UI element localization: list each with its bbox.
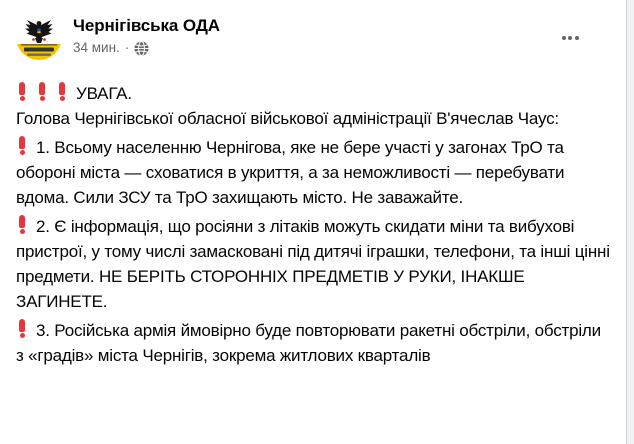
post-paragraph (16, 81, 612, 106)
globe-icon (134, 41, 149, 56)
exclamation-icon (16, 136, 28, 156)
post-header (0, 0, 626, 60)
post-paragraph (16, 214, 612, 314)
page-name[interactable]: Чернігівська ОДА (73, 16, 220, 35)
exclamation-icon (16, 215, 28, 235)
paragraph-text: УВАГА. (76, 84, 132, 103)
post-paragraph (16, 106, 612, 131)
paragraph-text: 3. Російська армія ймовірно буде повторювати ракетні обстріли, обстріли з «градів» міста Чернігів, зокрема житлових кварталів (16, 321, 601, 365)
post-meta (73, 40, 220, 56)
post-paragraph (16, 318, 612, 368)
page-avatar[interactable] (16, 14, 62, 60)
paragraph-text: 2. Є інформація, що росіяни з літаків можуть скидати міни та вибухові пристрої, у тому числі замасковані під дитячі іграшки, телефони, та інші цінні предмети. НЕ БЕРІТЬ СТОРОННІХ ПРЕДМЕТІВ У РУКИ, ІНАКШЕ ЗАГИНЕТЕ. (16, 217, 610, 311)
exclamation-icon (16, 319, 28, 339)
more-horizontal-icon (562, 36, 579, 40)
timestamp[interactable]: 34 мин. (73, 40, 120, 55)
paragraph-text: Голова Чернігівської обласної військової адміністрації В'ячеслав Чаус: (16, 109, 559, 128)
more-options-button[interactable] (554, 26, 586, 50)
header-text (73, 14, 220, 56)
exclamation-icon (56, 82, 68, 102)
exclamation-icon (16, 82, 28, 102)
paragraph-text: 1. Всьому населенню Чернігова, яке не бере участі у загонах ТрО та обороні міста — сховатися в укриття, а за неможливості — перебувати вдома. Сили ЗСУ та ТрО захищають місто. Не заважайте. (16, 138, 565, 207)
meta-separator: · (124, 40, 130, 55)
post-body (0, 60, 628, 368)
exclamation-icon (36, 82, 48, 102)
post-paragraph (16, 135, 612, 210)
